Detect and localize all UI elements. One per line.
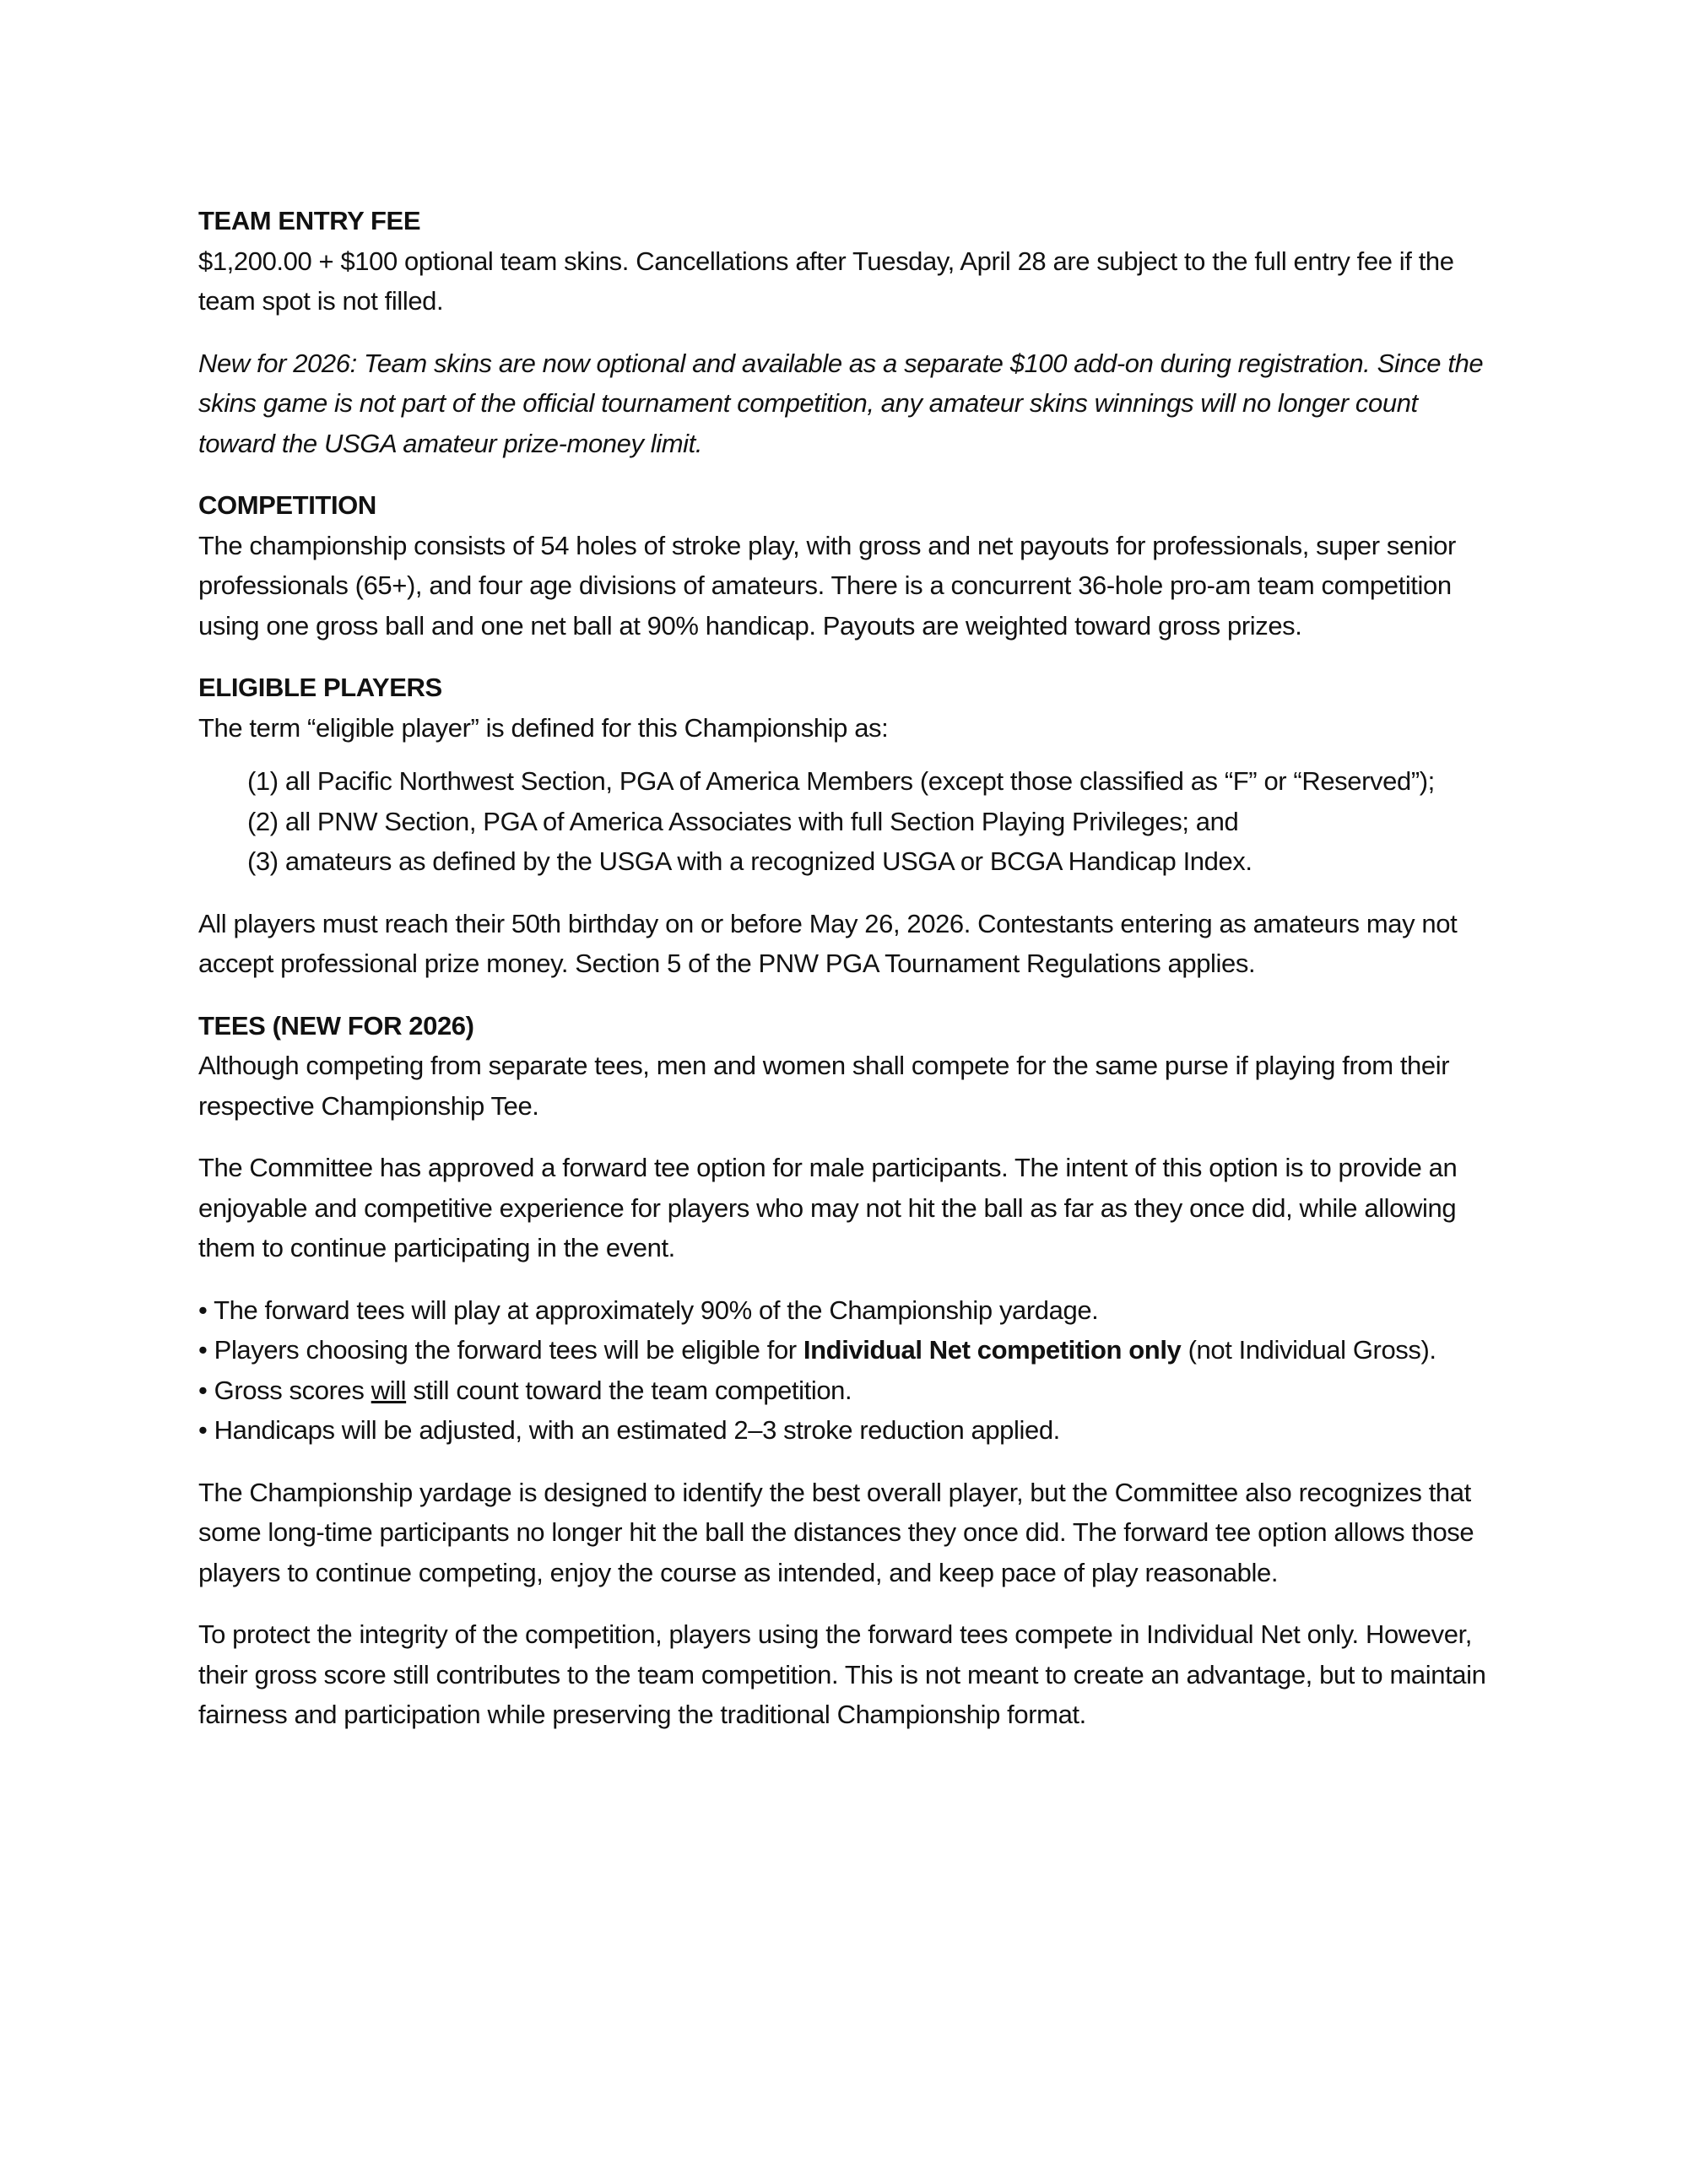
section-heading: ELIGIBLE PLAYERS xyxy=(198,673,442,702)
bullet-item xyxy=(198,1370,1498,1411)
tees-paragraph: Although competing from separate tees, men and women shall compete for the same purse if playing from their respective Championship Tee. xyxy=(198,1051,1450,1121)
skins-note: New for 2026: Team skins are now optional and available as a separate $100 add-on during registration. Since the skins game is not part of the official tournament competition, any amateur skins winnings will no longer count toward the USGA amateur prize-money limit. xyxy=(198,348,1484,458)
competition-text: The championship consists of 54 holes of stroke play, with gross and net payouts for professionals, super senior professionals (65+), and four age divisions of amateurs. There is a concurrent 36-hole pro-am team competition using one gross ball and one net ball at 90% handicap. Payouts are weighted toward gross prizes. xyxy=(198,530,1456,641)
tees-paragraph: To protect the integrity of the competition, players using the forward tees compete in Individual Net only. However, their gross score still contributes to the team competition. This is not meant to create an advantage, but to maintain fairness and participation while preserving the traditional Championship format. xyxy=(198,1619,1486,1729)
eligibility-closing: All players must reach their 50th birthday on or before May 26, 2026. Contestants entering as amateurs may not accept professional prize money. Section 5 of the PNW PGA Tournament Regulations applies. xyxy=(198,908,1458,978)
bullet-text: • Players choosing the forward tees will be eligible for xyxy=(198,1335,803,1365)
entry-fee-text: $1,200.00 + $100 optional team skins. Cancellations after Tuesday, April 28 are subject to the full entry fee if the team spot is not filled. xyxy=(198,246,1454,316)
bullet-emphasis: Individual Net competition only xyxy=(803,1335,1182,1365)
list-item: (3) amateurs as defined by the USGA with a recognized USGA or BCGA Handicap Index. xyxy=(247,846,1252,876)
eligibility-intro: The term “eligible player” is defined for this Championship as: xyxy=(198,712,889,743)
bullet-item: • Handicaps will be adjusted, with an estimated 2–3 stroke reduction applied. xyxy=(198,1415,1060,1445)
bullet-text: (not Individual Gross). xyxy=(1181,1335,1436,1365)
eligibility-list xyxy=(198,761,1498,882)
tees-paragraph: The Championship yardage is designed to identify the best overall player, but the Committee also recognizes that some long-time participants no longer hit the ball the distances they once did. The forward tee option allows those players to continue competing, enjoy the course as intended, and keep pace of play reasonable. xyxy=(198,1477,1474,1587)
bullet-item xyxy=(198,1330,1498,1370)
tees-paragraph: The Committee has approved a forward tee option for male participants. The intent of this option is to provide an enjoyable and competitive experience for players who may not hit the ball as far as they once did, while allowing them to continue participating in the event. xyxy=(198,1153,1458,1262)
section-team-entry-fee xyxy=(198,201,1498,463)
bullet-text: still count toward the team competition. xyxy=(406,1375,852,1405)
list-item: (2) all PNW Section, PGA of America Associates with full Section Playing Privileges; and xyxy=(247,806,1239,836)
document-page xyxy=(198,201,1498,1757)
section-tees xyxy=(198,1006,1498,1735)
section-heading: COMPETITION xyxy=(198,490,376,520)
list-item: (1) all Pacific Northwest Section, PGA of America Members (except those classified as “F” or “Reserved”); xyxy=(247,766,1435,796)
bullet-text: • Gross scores xyxy=(198,1375,371,1405)
section-eligible-players xyxy=(198,668,1498,984)
bullet-underline: will xyxy=(371,1375,407,1405)
bullet-item: • The forward tees will play at approximately 90% of the Championship yardage. xyxy=(198,1295,1099,1325)
section-heading: TEES (NEW FOR 2026) xyxy=(198,1010,474,1041)
tees-bullet-list xyxy=(198,1290,1498,1451)
section-competition xyxy=(198,485,1498,646)
section-heading: TEAM ENTRY FEE xyxy=(198,206,421,235)
